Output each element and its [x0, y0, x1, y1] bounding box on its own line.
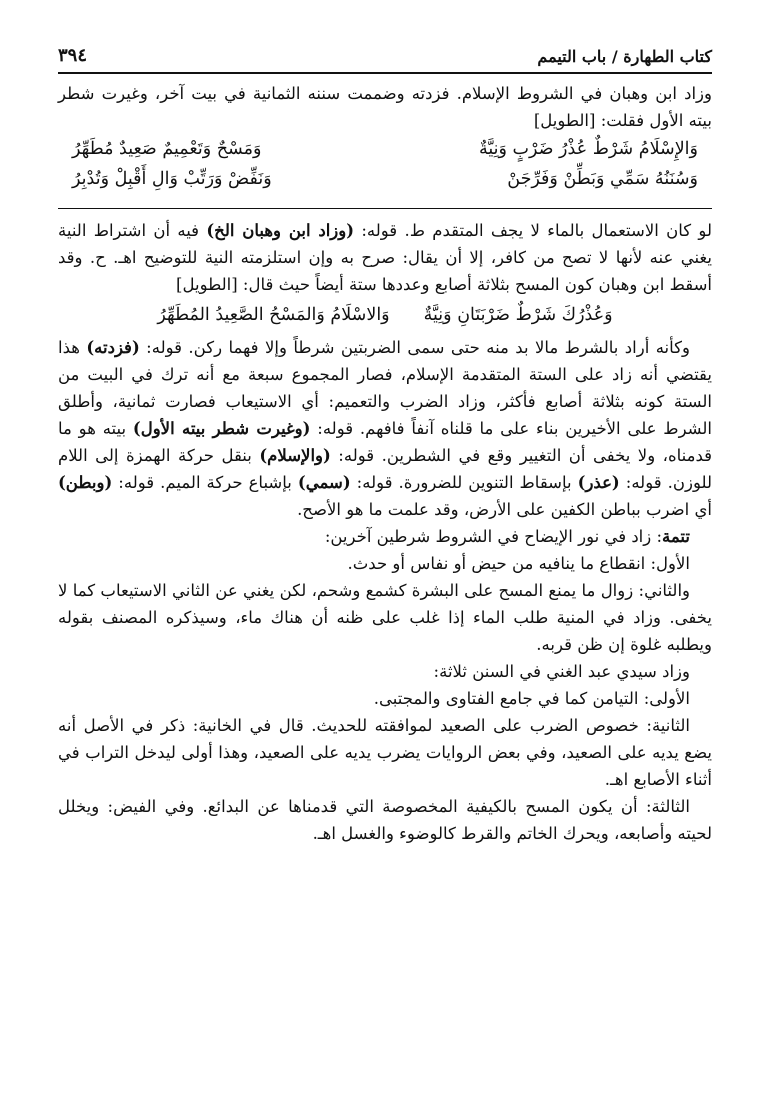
verse-hemistich: وَمَسْحٌ وَتَعْمِيمٌ صَعِيدٌ مُطَهِّرُ [72, 139, 262, 159]
text-run: بيته هو ما قدمناه، ولا يخفى أن التغيير وقع في الشطرين. قوله: [58, 419, 713, 465]
text-run: أي اضرب بباطن الكفين على الأرض، وقد علمت ما هو الأصح. [297, 500, 712, 519]
running-title: كتاب الطهارة / باب التيمم [537, 47, 712, 66]
text-run: هذا يقتضي أنه زاد على الستة المتقدمة الإسلام، فصار المجموع سبعة مع أنه ترك في البيت من الستة كونه بثلاثة أصابع فأكثر، وزاد الضرب والتعميم: أي الاستيعاب فصارت ثمانية، وأطلق الشرط على الأخيرين بناء على ما قلناه آنفاً فافهم. قوله: [58, 338, 712, 438]
quoted-term: (عذر) [577, 473, 620, 492]
verse-line [58, 134, 712, 164]
page-number: ٣٩٤ [58, 45, 88, 66]
commentary-paragraph: الثالثة: أن يكون المسح بالكيفية المخصوصة التي قدمناها عن البدائع. وفي الفيض: ويخلل لحيته وأصابعه، ويحرك الخاتم والقرط كالوضوء والغسل اهـ. [58, 797, 712, 843]
verse-hemistich: وَعُذْرُكَ شَرْطٌ ضَرْبَتَانِ وَنِيَّةٌ [423, 305, 613, 325]
book-page [58, 38, 712, 847]
quoted-term: (وغيرت شطر بيته الأول) [132, 419, 311, 438]
quoted-term: (سمي) [297, 473, 351, 492]
commentary [58, 217, 712, 847]
commentary-paragraph: الثانية: خصوص الضرب على الصعيد لموافقته للحديث. قال في الخانية: ذكر في الأصل أنه يضع يديه على الصعيد، وفي بعض الروايات يضرب يديه على الصعيد، وهذا أولى ليدخل التراب في أثناء الأصابع اهـ. [58, 716, 712, 789]
quoted-term: (والإسلام) [259, 446, 331, 465]
text-run: : زاد في نور الإيضاح في الشروط شرطين آخرين: [324, 527, 663, 546]
header-rule [58, 72, 712, 74]
text-run: بإشباع حركة الميم. قوله: [112, 473, 298, 492]
verse-hemistich: وَنَفِّضْ وَرَتِّبْ وَالِ أَقْبِلْ وَتُدْبِرُ [72, 169, 272, 189]
quoted-term: (فزدته) [86, 338, 140, 357]
verse-line [58, 164, 712, 194]
verse-hemistich: وَالإِسْلَامُ شَرْطٌ عُذْرُ ضَرْبٍ وَنِيَّةٌ [478, 139, 698, 159]
verse-hemistich: وَالاسْلَامُ وَالمَسْحُ الصَّعِيدُ المُطَهِّرُ [157, 305, 390, 325]
commentary-paragraph: الأول: انقطاع ما ينافيه من حيض أو نفاس أو حدث. [347, 554, 690, 573]
quoted-term: (وبطن) [58, 473, 113, 492]
quoted-term: تتمة [662, 527, 690, 546]
text-run: فيه أن اشتراط النية يغني عنه لأنها لا تصح من كافر، إلا أن يقال: صرح به وإن استلزمته النية للتوضيح اهـ. ح. وقد أسقط ابن وهبان كون المسح بثلاثة أصابع وعددها ستة أيضاً حيث قال: [الطويل] [58, 221, 712, 294]
text-run: بنقل حركة الهمزة إلى اللام للوزن. قوله: [58, 446, 712, 492]
verse-hemistich: وَسُنَنُهُ سَمِّي وَبَطِّنْ وَفَرِّجَنْ [507, 169, 698, 189]
main-paragraph: وزاد ابن وهبان في الشروط الإسلام. فزدته وضممت سننه الثمانية في بيت آخر، وغيرت شطر بيته الأول فقلت: [الطويل] [58, 84, 712, 130]
quoted-term: (وزاد ابن وهبان الخ) [206, 221, 355, 240]
main-text [58, 80, 712, 194]
verse-line [58, 300, 712, 330]
commentary-paragraph: الأولى: التيامن كما في جامع الفتاوى والمجتبى. [373, 689, 690, 708]
text-run: وكأنه أراد بالشرط مالا بد منه حتى سمى الضربتين شرطاً وإلا فهما ركن. قوله: [139, 338, 690, 357]
text-run: بإسقاط التنوين للضرورة. قوله: [350, 473, 578, 492]
commentary-paragraph: وزاد سيدي عبد الغني في السنن ثلاثة: [433, 662, 690, 681]
commentary-paragraph [58, 217, 712, 298]
commentary-paragraph [58, 334, 712, 523]
commentary-paragraph [58, 523, 712, 550]
commentary-paragraph: والثاني: زوال ما يمنع المسح على البشرة كشمع وشحم، لكن يغني عن الثاني الاستيعاب كما لا يخفى. وزاد في المنية طلب الماء إذا غلب على ظنه أن هناك ماء، وسيذكره المصنف بقوله ويطلبه غلوة إن ظن قربه. [58, 581, 712, 654]
text-run: لو كان الاستعمال بالماء لا يجف المتقدم ط. قوله: [354, 221, 712, 240]
section-divider [58, 208, 712, 209]
page-header [58, 38, 712, 66]
